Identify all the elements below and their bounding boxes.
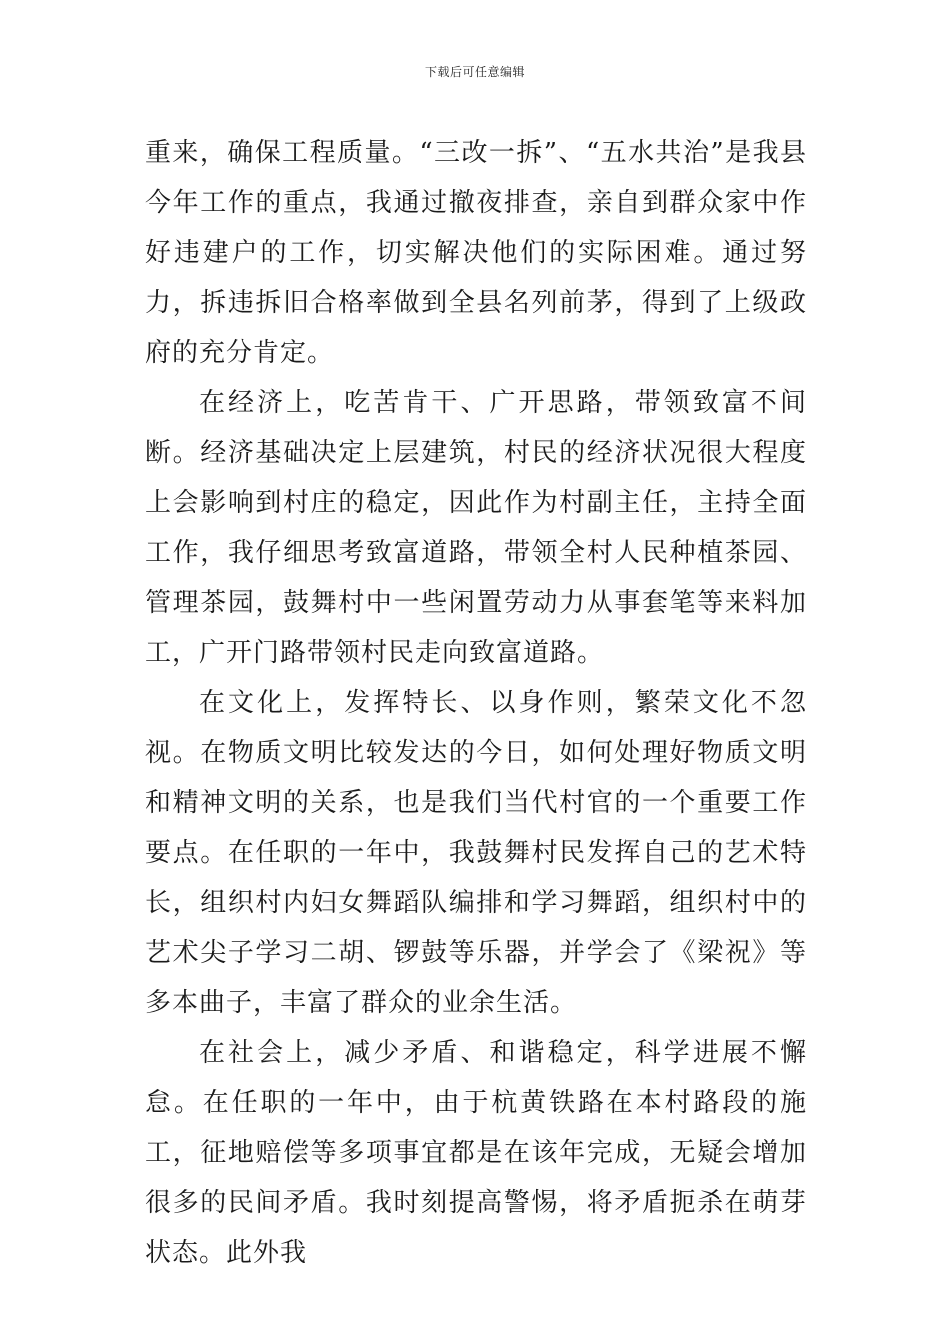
document-body	[145, 128, 807, 1278]
paragraph: 在社会上，减少矛盾、和谐稳定，科学进展不懈怠。在任职的一年中，由于杭黄铁路在本村路段的施工，征地赔偿等多项事宜都是在该年完成，无疑会增加很多的民间矛盾。我时刻提高警惕，将矛盾扼杀在萌芽状态。此外我	[145, 1038, 807, 1268]
paragraph: 重来，确保工程质量。“三改一拆”、“五水共治”是我县今年工作的重点，我通过撤夜排查，亲自到群众家中作好违建户的工作，切实解决他们的实际困难。通过努力，拆违拆旧合格率做到全县名列前茅，得到了上级政府的充分肯定。	[145, 138, 807, 368]
paragraph: 在文化上，发挥特长、以身作则，繁荣文化不忽视。在物质文明比较发达的今日，如何处理好物质文明和精神文明的关系，也是我们当代村官的一个重要工作要点。在任职的一年中，我鼓舞村民发挥自己的艺术特长，组织村内妇女舞蹈队编排和学习舞蹈，组织村中的艺术尖子学习二胡、锣鼓等乐器，并学会了《梁祝》等多本曲子，丰富了群众的业余生活。	[145, 688, 807, 1018]
page-header: 下载后可任意编辑	[424, 65, 525, 79]
paragraph: 在经济上，吃苦肯干、广开思路，带领致富不间断。经济基础决定上层建筑，村民的经济状况很大程度上会影响到村庄的稳定，因此作为村副主任，主持全面工作，我仔细思考致富道路，带领全村人民种植茶园、管理茶园，鼓舞村中一些闲置劳动力从事套笔等来料加工，广开门路带领村民走向致富道路。	[145, 388, 807, 668]
